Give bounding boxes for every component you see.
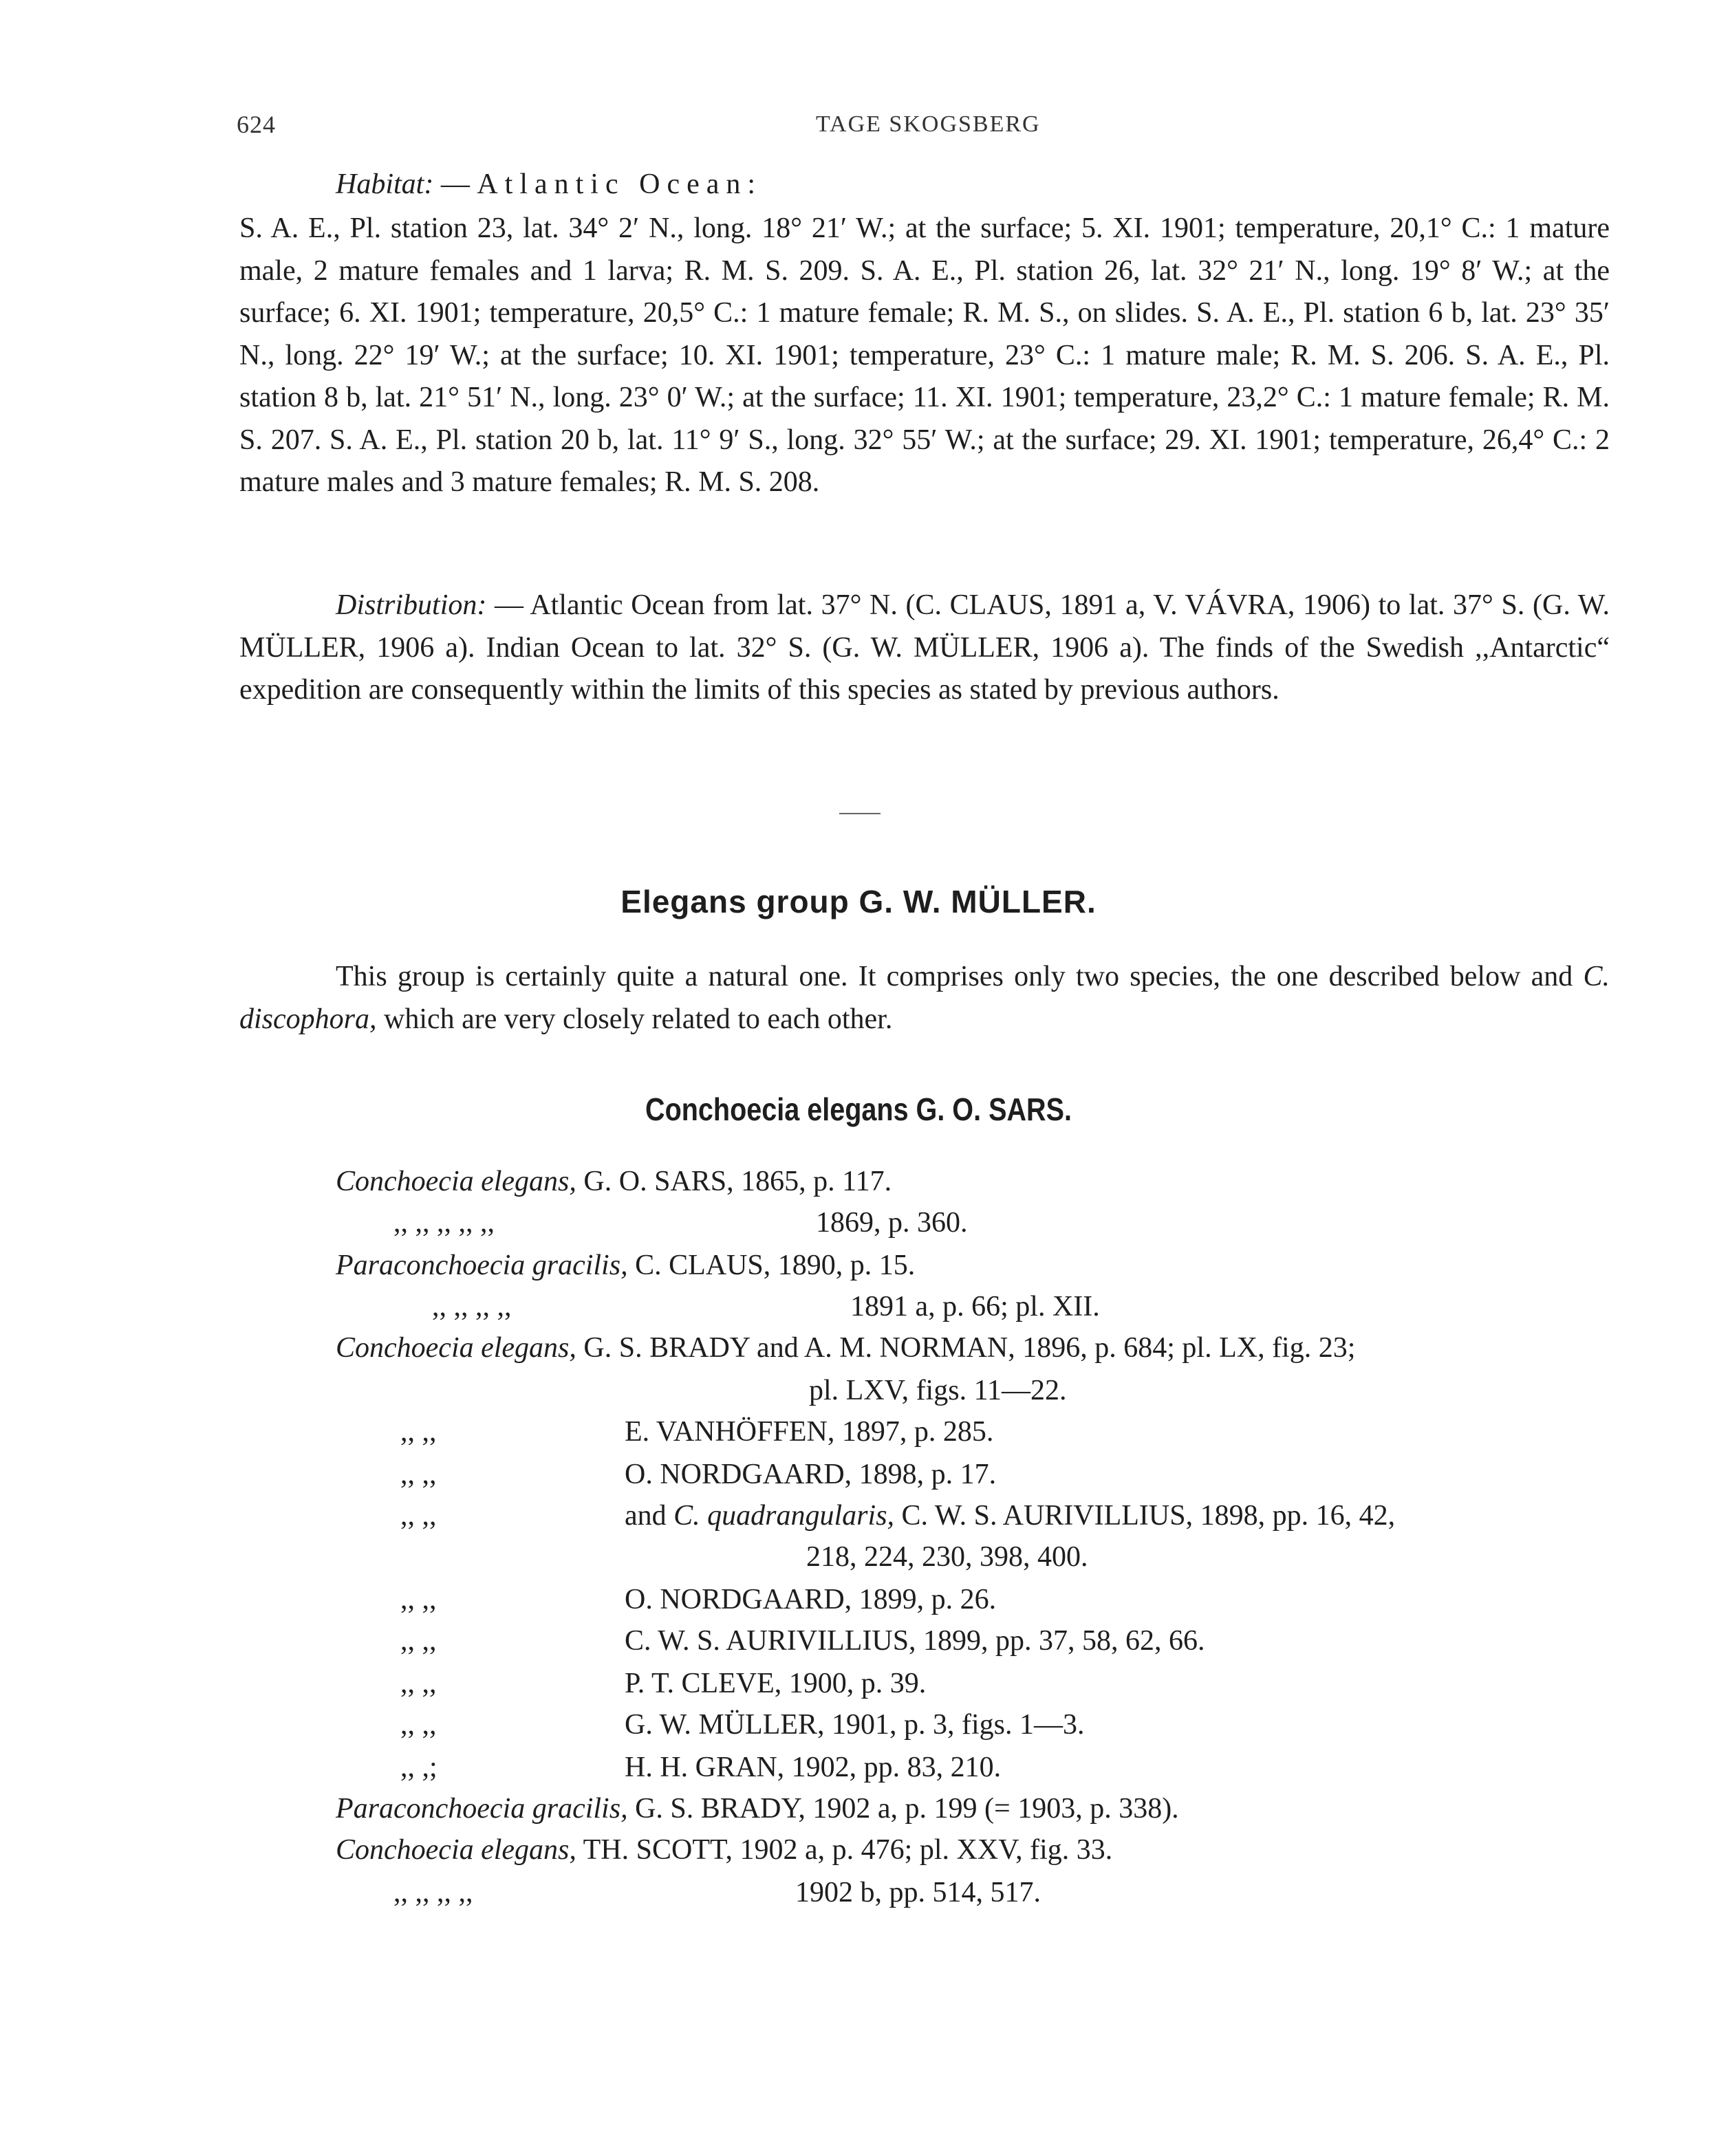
synonym-name: Conchoecia elegans, — [336, 1332, 576, 1364]
group-text-b: which are very closely related to each other. — [376, 1003, 893, 1035]
synonym-ditto: ,, ,, — [400, 1625, 437, 1657]
synonym-name: Conchoecia elegans, — [336, 1834, 576, 1866]
synonym-ditto: ,, ,; — [400, 1752, 438, 1783]
synonym-ditto: ,, ,, — [400, 1500, 437, 1532]
synonym-ditto: ,, ,, — [400, 1459, 437, 1490]
synonym-ditto: ,, ,, — [400, 1668, 437, 1699]
habitat-label: Habitat: — [336, 168, 434, 200]
group-heading: Elegans group G. W. MÜLLER. — [620, 884, 1097, 919]
synonym-ditto: ,, ,, — [400, 1416, 437, 1448]
group-text-a: This group is certainly quite a natural one. It comprises only two species, the one described below and — [336, 961, 1584, 992]
group-text-species: C. discophora, — [239, 961, 1610, 1035]
synonym-ref: pl. LXV, figs. 11—22. — [809, 1375, 1067, 1406]
synonym-line — [336, 1165, 892, 1198]
species-heading: Conchoecia elegans G. O. SARS. — [645, 1091, 1072, 1127]
synonym-ref: and C. quadrangularis, C. W. S. AURIVILLIUS, 1898, pp. 16, 42, — [625, 1500, 1396, 1532]
synonym-ditto: ,, ,, — [400, 1584, 437, 1615]
synonym-ditto: ,, ,, ,, ,, — [432, 1291, 512, 1322]
synonym-ref: E. VANHÖFFEN, 1897, p. 285. — [625, 1416, 994, 1448]
synonym-ref: 1902 b, pp. 514, 517. — [795, 1877, 1041, 1908]
synonym-line — [336, 1331, 1355, 1364]
synonym-name: Paraconchoecia gracilis, — [336, 1250, 628, 1281]
synonym-ref: G. S. BRADY, 1902 a, p. 199 (= 1903, p. 338). — [635, 1793, 1179, 1825]
running-head: TAGE SKOGSBERG — [816, 111, 1041, 137]
habitat-place: Atlantic Ocean: — [477, 168, 763, 200]
synonym-ref: H. H. GRAN, 1902, pp. 83, 210. — [625, 1752, 1002, 1783]
habitat-heading — [336, 168, 762, 201]
synonym-ref: G. W. MÜLLER, 1901, p. 3, figs. 1—3. — [625, 1709, 1085, 1741]
synonym-ref: O. NORDGAARD, 1899, p. 26. — [625, 1584, 997, 1615]
page-number: 624 — [237, 111, 276, 138]
synonym-ref: 1869, p. 360. — [816, 1207, 968, 1239]
synonym-line — [393, 1206, 495, 1239]
habitat-dash: — — [433, 168, 477, 200]
synonym-ditto: ,, ,, ,, ,, ,, — [393, 1207, 495, 1239]
synonym-ref: G. S. BRADY and A. M. NORMAN, 1896, p. 684; pl. LX, fig. 23; — [583, 1332, 1356, 1364]
synonym-ref: TH. SCOTT, 1902 a, p. 476; pl. XXV, fig. 33. — [583, 1834, 1113, 1866]
synonym-line — [336, 1833, 1112, 1866]
synonym-ref: O. NORDGAARD, 1898, p. 17. — [625, 1459, 997, 1490]
synonym-line — [432, 1290, 512, 1323]
distribution-paragraph — [239, 585, 1610, 712]
synonym-line — [336, 1249, 915, 1282]
distribution-label: Distribution: — [336, 589, 487, 621]
habitat-paragraph: S. A. E., Pl. station 23, lat. 34° 2′ N., long. 18° 21′ W.; at the surface; 5. XI. 1901; temperature, 20,1° C.: 1 mature male, 2 mature females and 1 larva; R. M. S. 209. S. A. E., Pl. station 26, lat. 32° 21′ N., long. 19° 8′ W.; at the surface; 6. XI. 1901; temperature, 20,5° C.: 1 mature female; R. M. S., on slides. S. A. E., Pl. station 6 b, lat. 23° 35′ N., long. 22° 19′ W.; at the surface; 10. XI. 1901; temperature, 23° C.: 1 mature male; R. M. S. 206. S. A. E., Pl. station 8 b, lat. 21° 51′ N., long. 23° 0′ W.; at the surface; 11. XI. 1901; temperature, 23,2° C.: 1 mature female; R. M. S. 207. S. A. E., Pl. station 20 b, lat. 11° 9′ S., long. 32° 55′ W.; at the surface; 29. XI. 1901; temperature, 26,4° C.: 2 mature males and 3 mature females; R. M. S. 208. — [239, 213, 1610, 498]
synonym-ditto: ,, ,, — [400, 1709, 437, 1741]
synonym-ref: 218, 224, 230, 398, 400. — [806, 1541, 1088, 1573]
synonym-name: Conchoecia elegans, — [336, 1166, 576, 1197]
section-divider — [839, 813, 881, 814]
synonym-ref: C. W. S. AURIVILLIUS, 1899, pp. 37, 58, 62, 66. — [625, 1625, 1205, 1657]
synonym-ref: C. CLAUS, 1890, p. 15. — [635, 1250, 916, 1281]
synonym-ref: G. O. SARS, 1865, p. 117. — [583, 1166, 892, 1197]
synonym-ref: 1891 a, p. 66; pl. XII. — [850, 1291, 1100, 1322]
synonym-ditto: ,, ,, ,, ,, — [393, 1877, 473, 1908]
group-paragraph — [239, 956, 1610, 1041]
synonym-line — [336, 1792, 1179, 1825]
synonym-ref: P. T. CLEVE, 1900, p. 39. — [625, 1668, 927, 1699]
distribution-text: — Atlantic Ocean from lat. 37° N. (C. CLAUS, 1891 a, V. VÁVRA, 1906) to lat. 37° S. (G. W. MÜLLER, 1906 a). Indian Ocean to lat. 32° S. (G. W. MÜLLER, 1906 a). The finds of the Swedish ,,Antarctic“ expedition are consequently within the limits of this species as stated by previous authors. — [239, 589, 1610, 706]
synonym-name: Paraconchoecia gracilis, — [336, 1793, 628, 1825]
